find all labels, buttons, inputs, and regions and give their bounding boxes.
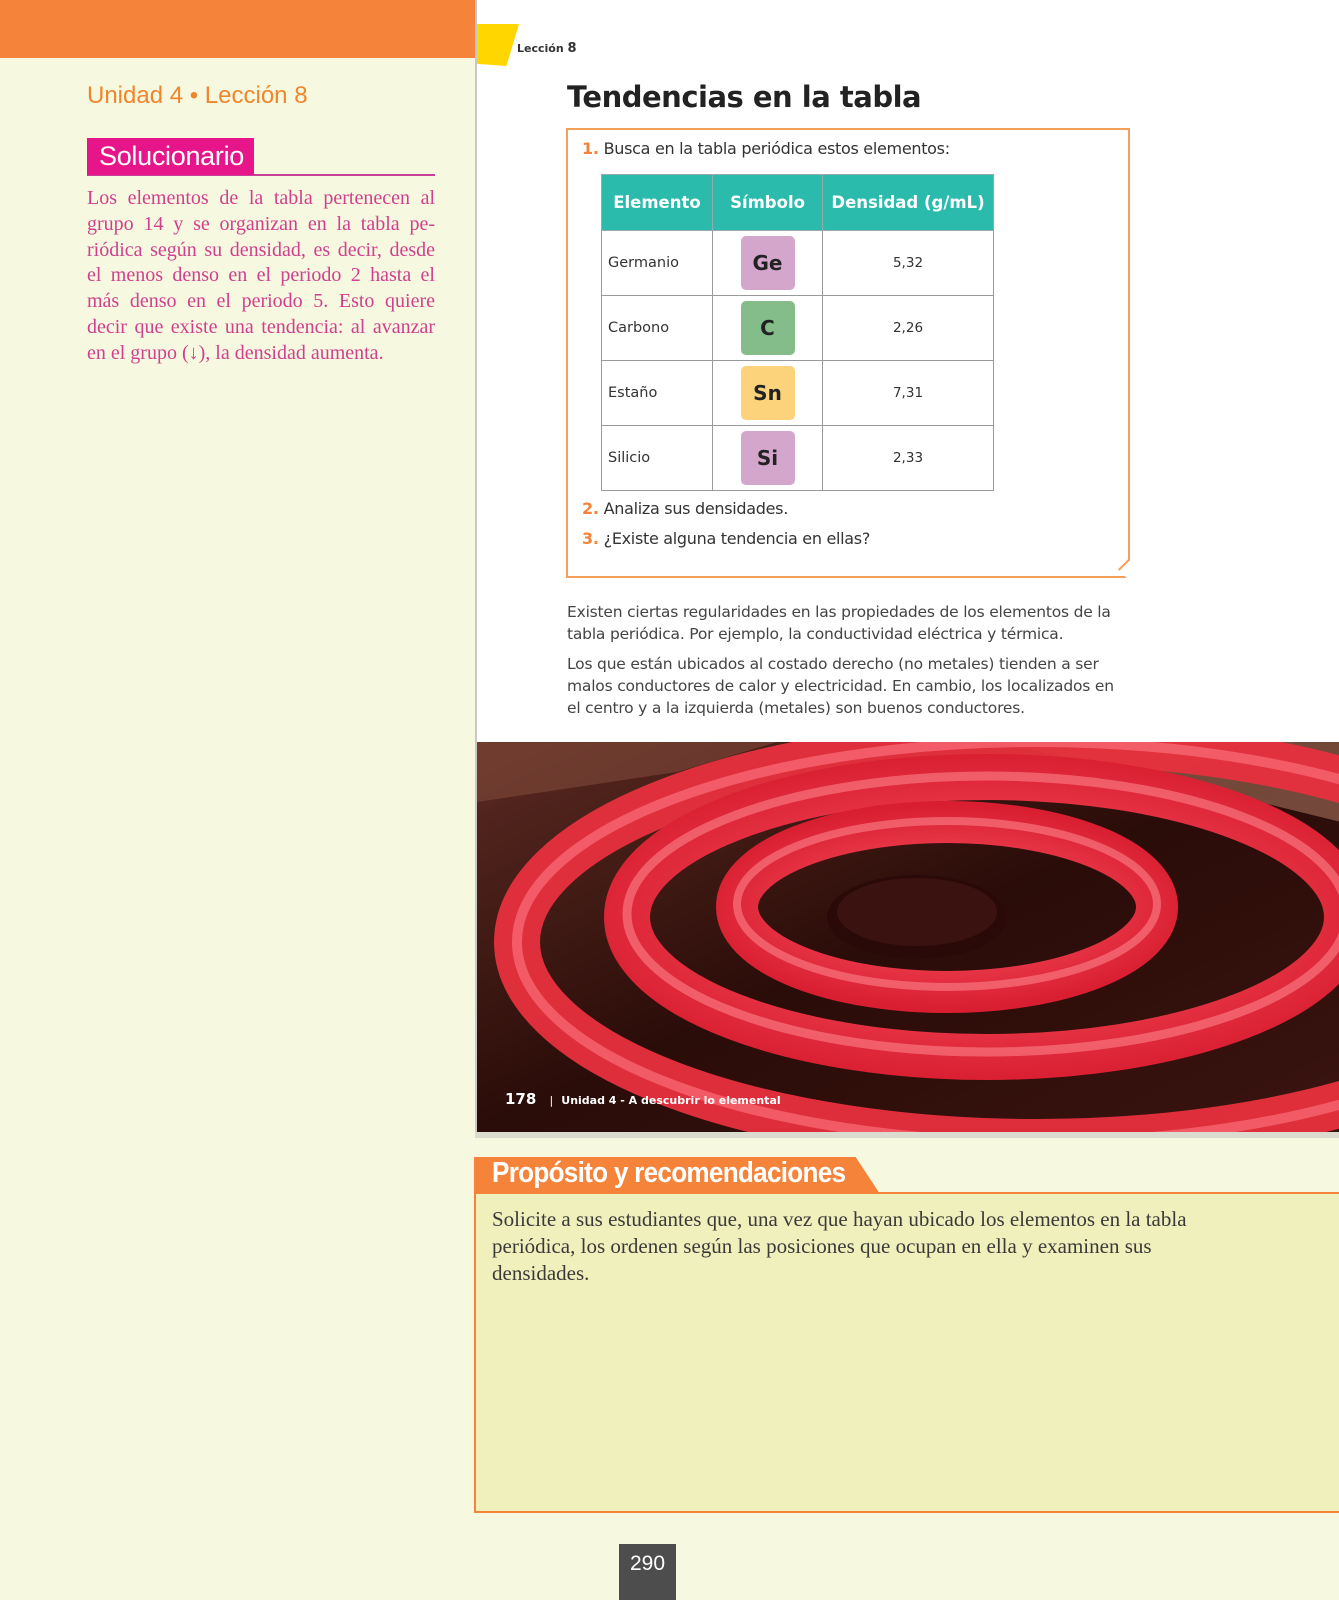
element-density: 5,32 bbox=[823, 231, 994, 296]
recommendations-text: Solicite a sus estudiantes que, una vez que hayan ubicado los elementos en la tabla periódica, los ordenen según las posiciones que ocupan en ella y examinen sus densidades. bbox=[492, 1207, 1187, 1285]
elements-table bbox=[601, 174, 994, 491]
question-1-text: Busca en la tabla periódica estos elementos: bbox=[603, 139, 950, 158]
element-name: Estaño bbox=[602, 361, 713, 426]
page-shadow bbox=[475, 1132, 1339, 1138]
element-symbol-cell bbox=[713, 361, 823, 426]
leccion-label bbox=[517, 41, 577, 56]
element-density: 7,31 bbox=[823, 361, 994, 426]
table-row bbox=[602, 361, 994, 426]
unit-heading: Unidad 4 • Lección 8 bbox=[87, 82, 308, 109]
sidebar bbox=[87, 82, 435, 367]
question-1-number: 1. bbox=[582, 139, 599, 158]
question-3 bbox=[582, 529, 870, 548]
paragraph-2: Los que están ubicados al costado derecho (no metales) tienden a ser malos conductores de calor y electricidad. En cambio, los localizados en el centro y a la izquierda (metales) son buenos conductores. bbox=[567, 655, 1114, 717]
element-name: Silicio bbox=[602, 426, 713, 491]
table-row bbox=[602, 426, 994, 491]
page-number: 178 bbox=[505, 1090, 537, 1108]
question-2-number: 2. bbox=[582, 499, 599, 518]
question-2 bbox=[582, 499, 788, 518]
page-number-footer: 178 | Unidad 4 - A descubrir lo elemental bbox=[505, 1090, 781, 1108]
element-name: Germanio bbox=[602, 231, 713, 296]
heating-coil-image bbox=[477, 742, 1339, 1132]
page-footer-text: Unidad 4 - A descubrir lo elemental bbox=[561, 1094, 781, 1107]
paragraph-1: Existen ciertas regularidades en las propiedades de los elementos de la tabla periódica. Por ejemplo, la conductividad eléctrica y térmica. bbox=[567, 603, 1111, 643]
element-density: 2,33 bbox=[823, 426, 994, 491]
page-title: Tendencias en la tabla bbox=[567, 80, 922, 114]
leccion-number: 8 bbox=[567, 41, 577, 56]
element-symbol: Sn bbox=[741, 366, 795, 420]
element-symbol: Si bbox=[741, 431, 795, 485]
question-3-text: ¿Existe alguna tendencia en ellas? bbox=[603, 529, 871, 548]
element-symbol-cell bbox=[713, 296, 823, 361]
element-symbol-cell bbox=[713, 426, 823, 491]
table-row bbox=[602, 296, 994, 361]
element-name: Carbono bbox=[602, 296, 713, 361]
recommendations-title: Propósito y recomendaciones bbox=[492, 1157, 846, 1189]
solucionario-text: Los elementos de la tabla pertenecen al grupo 14 y se organizan en la tabla periódica según su densidad, es decir, desde el menos denso en el periodo 2 hasta el más denso en el periodo 5. Esto quiere decir que existe una tendencia: al avanzar en el grupo (↓), la densidad aumenta. bbox=[87, 187, 435, 364]
activity-box bbox=[566, 128, 1130, 578]
leccion-label-text: Lección bbox=[517, 42, 564, 55]
element-symbol-cell bbox=[713, 231, 823, 296]
question-1 bbox=[582, 139, 950, 158]
header-densidad: Densidad (g/mL) bbox=[823, 175, 994, 231]
table-header-row bbox=[602, 175, 994, 231]
folio-number: 290 bbox=[619, 1544, 676, 1600]
element-symbol: Ge bbox=[741, 236, 795, 290]
element-density: 2,26 bbox=[823, 296, 994, 361]
header-simbolo: Símbolo bbox=[713, 175, 823, 231]
question-3-number: 3. bbox=[582, 529, 599, 548]
textbook-page bbox=[475, 0, 1339, 1132]
question-2-text: Analiza sus densidades. bbox=[603, 499, 788, 518]
table-row bbox=[602, 231, 994, 296]
header-elemento: Elemento bbox=[602, 175, 713, 231]
heating-coil-photo bbox=[477, 742, 1339, 1132]
top-orange-bar bbox=[0, 0, 476, 58]
leccion-flag-icon bbox=[477, 24, 519, 66]
element-symbol: C bbox=[741, 301, 795, 355]
solucionario-label: Solucionario bbox=[87, 138, 254, 175]
